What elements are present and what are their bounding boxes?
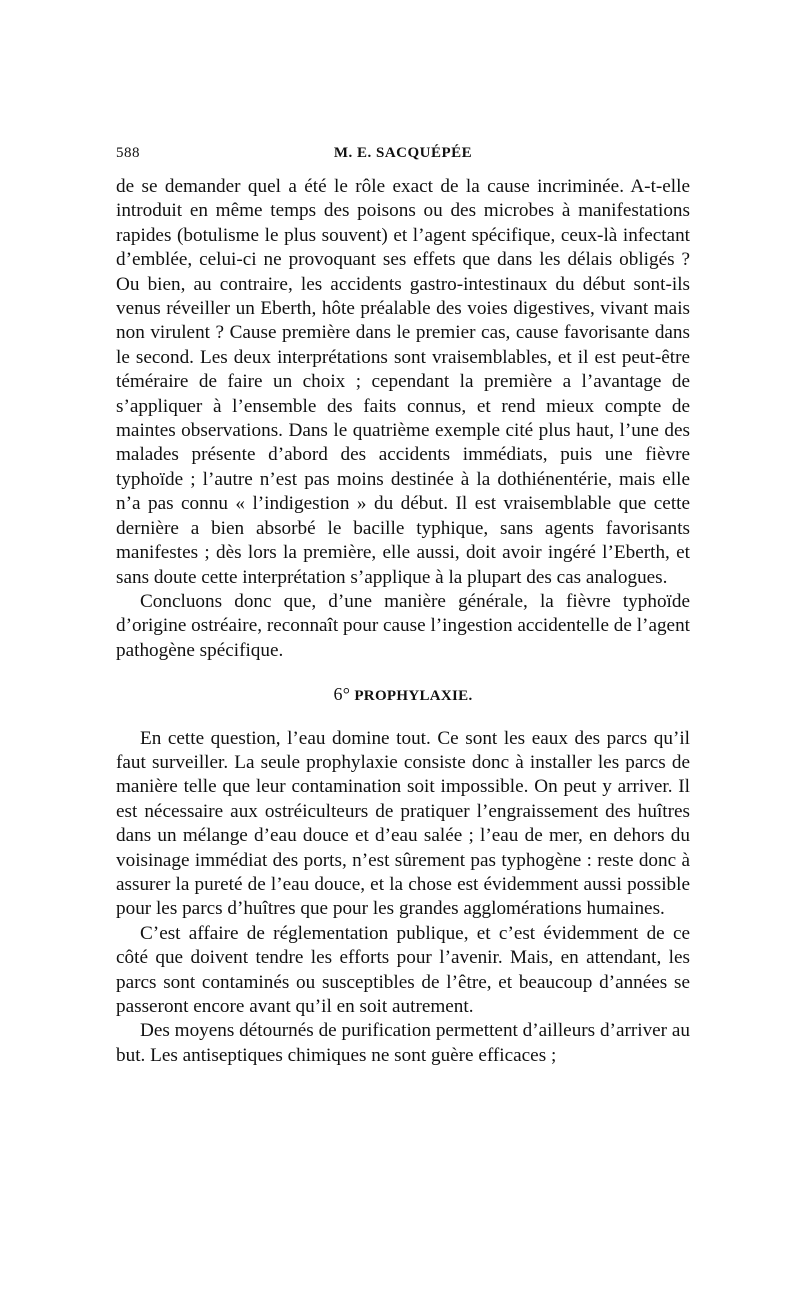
paragraph-regulation: C’est affaire de réglementation publique, et c’est évidemment de ce côté que doivent tendre les efforts pour l’avenir. Mais, en attendant, les parcs sont contaminés ou susceptibles de l’être, et beaucoup d’années se passeront encore avant qu’il en soit autrement.: [116, 922, 690, 1017]
section-heading: [116, 682, 690, 708]
section-number: 6°: [333, 684, 351, 705]
running-head: [116, 145, 690, 171]
section-title: PROPHYLAXIE.: [354, 688, 473, 705]
paragraph-water: En cette question, l’eau domine tout. Ce sont les eaux des parcs qu’il faut surveiller. La seule prophylaxie consiste donc à installer les parcs de manière telle que leur contamination soit impossible. On peut y arriver. Il est nécessaire aux ostréiculteurs de pratiquer l’engraissement des huîtres dans un mélange d’eau douce et d’eau salée ; l’eau de mer, en dehors du voisinage immédiat des ports, n’est sûrement pas typhogène : reste donc à assurer la pureté de l’eau douce, et la chose est évidemment aussi possible pour les parcs d’huîtres que pour les grandes agglomérations humaines.: [116, 727, 690, 920]
book-page: [116, 145, 690, 1068]
paragraph-continuation: de se demander quel a été le rôle exact de la cause incriminée. A-t-elle introduit en même temps des poisons ou des microbes à manifestations rapides (botulisme le plus souvent) et l’agent spécifique, ceux-là infectant d’emblée, celui-ci ne provoquant ses effets que dans les délais obligés ? Ou bien, au contraire, les accidents gastro-intestinaux du début sont-ils venus réveiller un Eberth, hôte préalable des voies digestives, vivant mais non virulent ? Cause première dans le premier cas, cause favorisante dans le second. Les deux interprétations sont vraisemblables, et il est peut-être téméraire de faire un choix ; cependant la première a l’avantage de s’appliquer à l’ensemble des faits connus, et rend mieux compte de maintes observations. Dans le quatrième exemple cité plus haut, l’une des malades présente d’abord des accidents immédiats, puis une fièvre typhoïde ; l’autre n’est pas moins destinée à la dothiénentérie, mais elle n’a pas connu « l’indigestion » du début. Il est vraisemblable que cette dernière a bien absorbé le bacille typhique, sans agents favorisants manifestes ; dès lors la première, elle aussi, doit avoir ingéré l’Eberth, et sans doute cette interprétation s’applique à la plupart des cas analogues.: [116, 176, 690, 588]
paragraph-purification: Des moyens détournés de purification permettent d’ailleurs d’arriver au but. Les antiseptiques chimiques ne sont guère efficaces ;: [116, 1020, 690, 1066]
page-number: 588: [116, 145, 140, 161]
paragraph-conclusion: Concluons donc que, d’une manière générale, la fièvre typhoïde d’origine ostréaire, reconnaît pour cause l’ingestion accidentelle de l’agent pathogène spécifique.: [116, 590, 690, 661]
body-text: [116, 175, 690, 1068]
running-head-author: M. E. SACQUÉPÉE: [333, 145, 473, 161]
